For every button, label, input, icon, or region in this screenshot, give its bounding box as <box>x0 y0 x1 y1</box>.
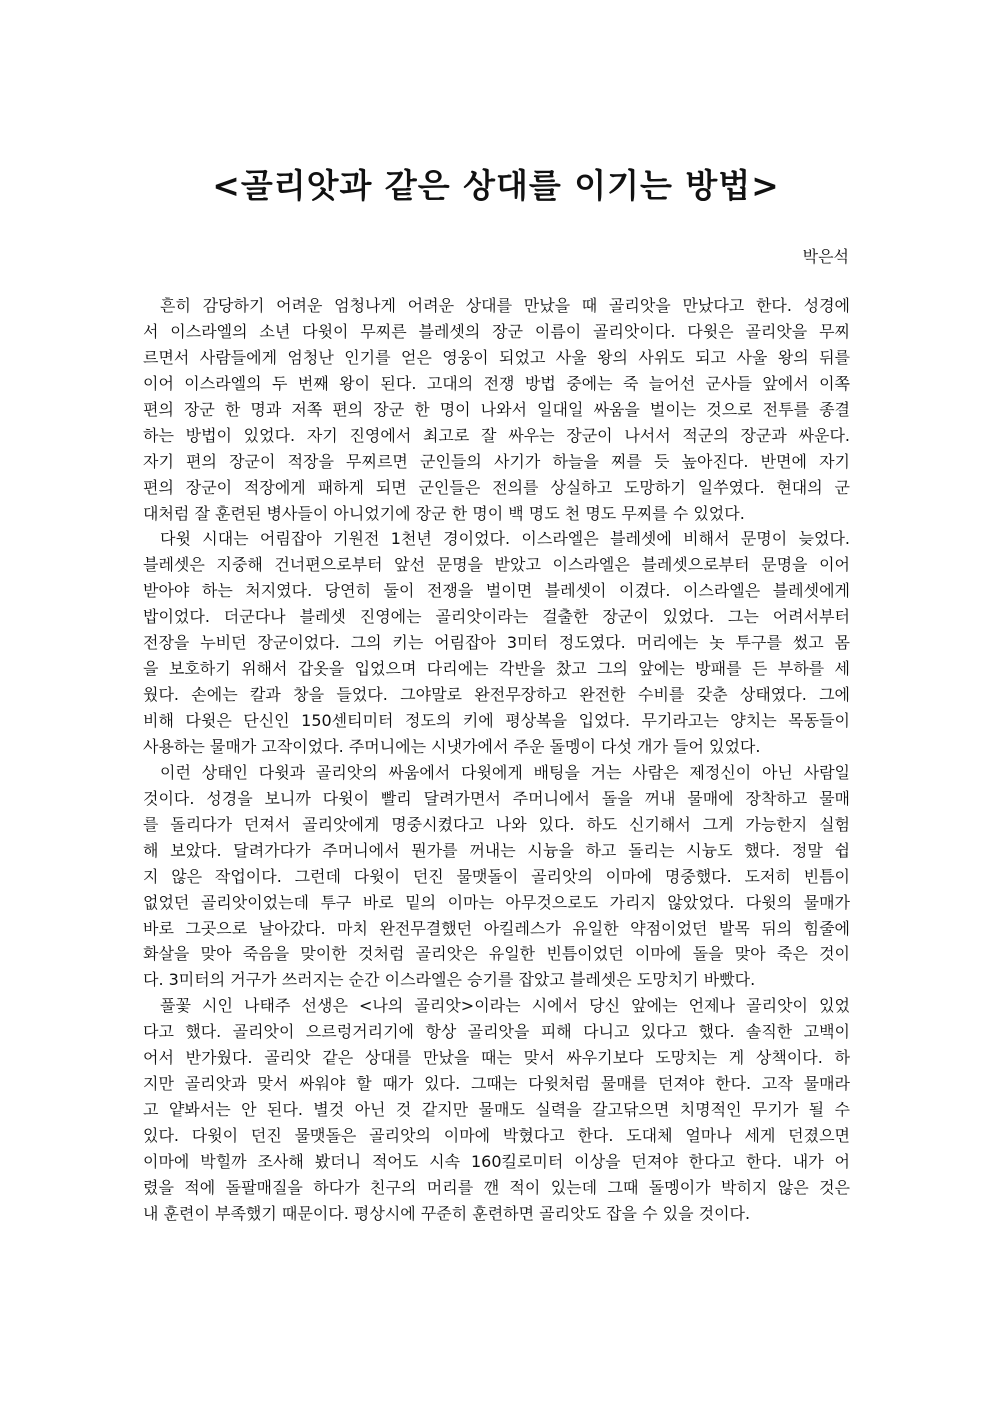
paragraph <box>143 993 850 1226</box>
text-line: 것이다. 성경을 보니까 다윗이 빨리 달려가면서 주머니에서 돌을 꺼내 물매에 장착하고 물매 <box>143 788 850 808</box>
text-line: 대처럼 잘 훈련된 병사들이 아니었기에 장군 한 명이 백 명도 천 명도 무찌를 수 있었다. <box>143 503 745 523</box>
text-line: 편의 장군이 적장에게 패하게 되면 군인들은 전의를 상실하고 도망하기 일쑤였다. 현대의 군 <box>143 477 850 497</box>
text-line: 받아야 하는 처지였다. 당연히 둘이 전쟁을 벌이면 블레셋이 이겼다. 이스라엘은 블레셋에게 <box>143 581 850 601</box>
text-line: 없었던 골리앗이었는데 투구 바로 밑의 이마는 아무것으로도 가리지 않았었다. 다윗의 물매가 <box>143 892 850 912</box>
text-line: 화살을 맞아 죽음을 맞이한 것처럼 골리앗은 유일한 빈틈이었던 이마에 돌을 맞아 죽은 것이 <box>143 944 850 964</box>
text-line: 웠다. 손에는 칼과 창을 들었다. 그야말로 완전무장하고 완전한 수비를 갖춘 상태였다. 그에 <box>143 685 850 705</box>
text-line: 르면서 사람들에게 엄청난 인기를 얻은 영웅이 되었고 사울 왕의 사위도 되고 사울 왕의 뒤를 <box>143 347 850 367</box>
text-line: 사용하는 물매가 고작이었다. 주머니에는 시냇가에서 주운 돌멩이 다섯 개가 들어 있었다. <box>143 736 761 756</box>
text-line: 이어 이스라엘의 두 번째 왕이 된다. 고대의 전쟁 방법 중에는 죽 늘어선 군사들 앞에서 이쪽 <box>143 373 850 393</box>
text-line: 지 않은 작업이다. 그런데 다윗이 던진 물맷돌이 골리앗의 이마에 명중했다. 도저히 빈틈이 <box>143 866 850 886</box>
text-line: 고 얕봐서는 안 된다. 별것 아닌 것 같지만 물매도 실력을 갈고닦으면 치명적인 무기가 될 수 <box>143 1100 850 1120</box>
text-line: 어서 반가웠다. 골리앗 같은 상대를 만났을 때는 맞서 싸우기보다 도망치는 게 상책이다. 하 <box>143 1048 850 1068</box>
text-line: 있다. 다윗이 던진 물맷돌은 골리앗의 이마에 박혔다고 한다. 도대체 얼마나 세게 던졌으면 <box>143 1126 850 1145</box>
document-body <box>143 293 850 1227</box>
text-line: 블레셋은 지중해 건너편으로부터 앞선 문명을 받았고 이스라엘은 블레셋으로부터 문명을 이어 <box>143 555 850 575</box>
text-line: 이런 상태인 다윗과 골리앗의 싸움에서 다윗에게 배팅을 거는 사람은 제정신이 아닌 사람일 <box>160 762 850 782</box>
text-line: 전장을 누비던 장군이었다. 그의 키는 어림잡아 3미터 정도였다. 머리에는 놋 투구를 썼고 몸 <box>143 633 850 653</box>
text-line: 풀꽃 시인 나태주 선생은 <나의 골리앗>이라는 시에서 당신 앞에는 언제나 골리앗이 있었 <box>160 996 850 1016</box>
text-line: 을 보호하기 위해서 갑옷을 입었으며 다리에는 각반을 찼고 그의 앞에는 방패를 든 부하를 세 <box>143 659 850 679</box>
text-line: 해 보았다. 달려가다가 주머니에서 뭔가를 꺼내는 시늉을 하고 돌리는 시늉도 했다. 정말 쉽 <box>143 840 850 860</box>
text-line: 내 훈련이 부족했기 때문이다. 평상시에 꾸준히 훈련하면 골리앗도 잡을 수 있을 것이다. <box>143 1203 751 1223</box>
text-line: 지만 골리앗과 맞서 싸워야 할 때가 있다. 그때는 다윗처럼 물매를 던져야 한다. 고작 물매라 <box>143 1074 850 1094</box>
text-line: 서 이스라엘의 소년 다윗이 무찌른 블레셋의 장군 이름이 골리앗이다. 다윗은 골리앗을 무찌 <box>143 321 850 341</box>
text-line: 흔히 감당하기 어려운 엄청나게 어려운 상대를 만났을 때 골리앗을 만났다고 한다. 성경에 <box>160 296 850 315</box>
text-line: 밥이었다. 더군다나 블레셋 진영에는 골리앗이라는 걸출한 장군이 있었다. 그는 어려서부터 <box>143 607 850 627</box>
text-line: 를 돌리다가 던져서 골리앗에게 명중시켰다고 나와 있다. 하도 신기해서 그게 가능한지 실험 <box>143 814 850 834</box>
text-line: 이마에 박힐까 조사해 봤더니 적어도 시속 160킬로미터 이상을 던져야 한다고 한다. 내가 어 <box>143 1151 850 1171</box>
text-line: 다윗 시대는 어림잡아 기원전 1천년 경이었다. 이스라엘은 블레셋에 비해서 문명이 늦었다. <box>160 529 850 549</box>
text-line: 다. 3미터의 거구가 쓰러지는 순간 이스라엘은 승기를 잡았고 블레셋은 도망치기 바빴다. <box>143 970 756 990</box>
text-line: 다고 했다. 골리앗이 으르렁거리기에 항상 골리앗을 피해 다니고 있다고 했다. 솔직한 고백이 <box>143 1022 850 1042</box>
document-title: <골리앗과 같은 상대를 이기는 방법> <box>212 166 780 205</box>
text-line: 비해 다윗은 단신인 150센티미터 정도의 키에 평상복을 입었다. 무기라고는 양치는 목동들이 <box>143 711 850 730</box>
text-line: 렸을 적에 돌팔매질을 하다가 친구의 머리를 깬 적이 있는데 그때 돌멩이가 박히지 않은 것은 <box>143 1177 850 1197</box>
paragraph <box>143 526 850 759</box>
text-line: 편의 장군 한 명과 저쪽 편의 장군 한 명이 나와서 일대일 싸움을 벌이는 것으로 전투를 종결 <box>143 399 850 419</box>
paragraph <box>143 293 850 526</box>
text-line: 자기 편의 장군이 적장을 무찌르면 군인들의 사기가 하늘을 찌를 듯 높아진다. 반면에 자기 <box>143 451 850 471</box>
text-line: 하는 방법이 있었다. 자기 진영에서 최고로 잘 싸우는 장군이 나서서 적군의 장군과 싸운다. <box>143 425 850 445</box>
paragraph <box>143 760 850 993</box>
author-name: 박은석 <box>802 247 849 266</box>
text-line: 바로 그곳으로 날아갔다. 마치 완전무결했던 아킬레스가 유일한 약점이었던 발목 뒤의 힘줄에 <box>143 918 850 938</box>
